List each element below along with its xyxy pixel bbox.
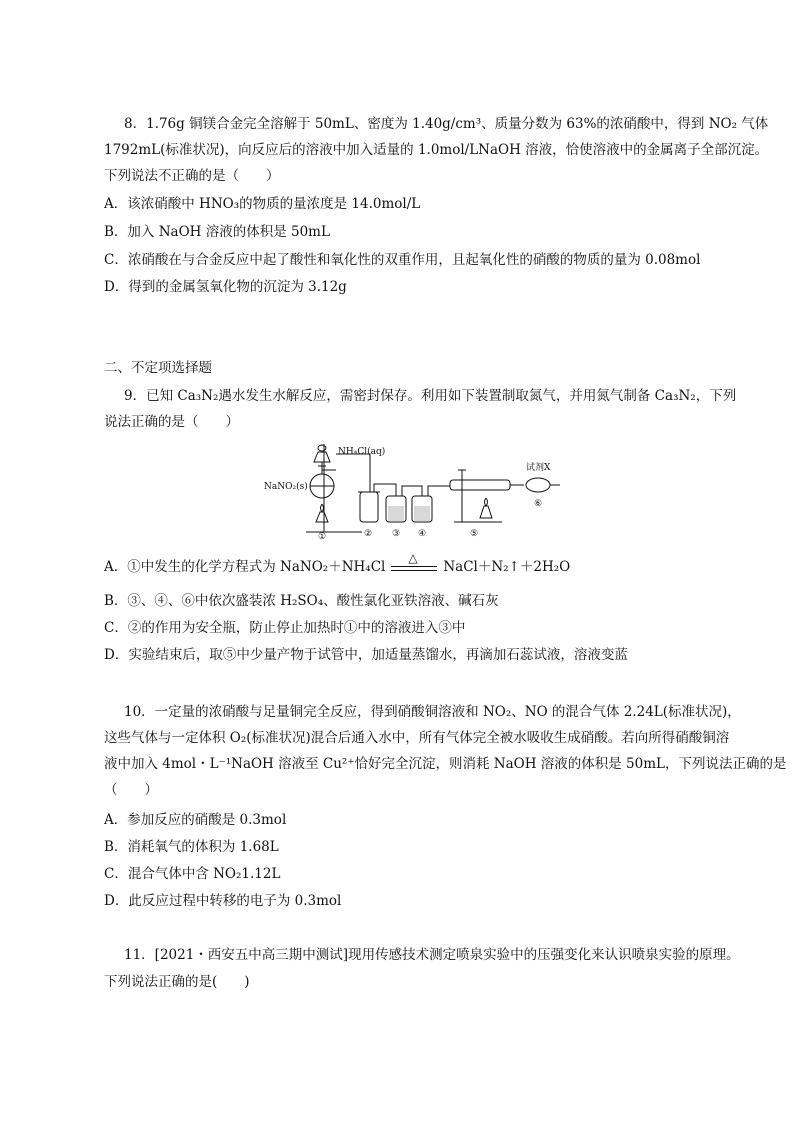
- q10-option-c: C．混合气体中含 NO₂1.12L: [104, 866, 281, 882]
- apparatus-diagram: [262, 440, 562, 540]
- q10-stem-line2: 这些气体与一定体积 O₂(标准状况)混合后通入水中，所有气体完全被水吸收生成硝酸。若向所得硝酸铜溶: [104, 730, 730, 746]
- q8-stem-line1: 8．1.76g 铜镁合金完全溶解于 50mL、密度为 1.40g/cm³、质量分数为 63%的浓硝酸中，得到 NO₂ 气体: [124, 116, 769, 132]
- q10-stem-line1: 10．一定量的浓硝酸与足量铜完全反应，得到硝酸铜溶液和 NO₂、NO 的混合气体 2.24L(标准状况)，: [124, 704, 741, 720]
- equal-arrow-icon: [391, 550, 437, 575]
- q8-option-a: A．该浓硝酸中 HNO₃的物质的量浓度是 14.0mol/L: [104, 196, 421, 212]
- label-reagent-x: 试剂X: [526, 463, 551, 473]
- label-4: ④: [418, 529, 427, 539]
- label-6: ⑥: [534, 499, 543, 509]
- q9-stem-line1: 9．已知 Ca₃N₂遇水发生水解反应，需密封保存。利用如下装置制取氮气，并用氮气制备 Ca₃N₂，下列: [124, 388, 737, 404]
- label-5: ⑤: [470, 529, 479, 539]
- heat-triangle: △: [408, 550, 418, 565]
- q8-option-b: B．加入 NaOH 溶液的体积是 50mL: [104, 224, 330, 240]
- label-3: ③: [392, 529, 401, 539]
- q9-stem-line2: 说法正确的是（ ）: [104, 414, 239, 430]
- q8-option-c: C．浓硝酸在与合金反应中起了酸性和氧化性的双重作用，且起氧化性的硝酸的物质的量为 0.08mol: [104, 252, 701, 268]
- q9-option-b: B．③、④、⑥中依次盛装浓 H₂SO₄、酸性氯化亚铁溶液、碱石灰: [104, 593, 499, 609]
- q11-stem-line1: 11．[2021・西安五中高三期中测试]现用传感技术测定喷泉实验中的压强变化来认识喷泉实验的原理。: [124, 947, 740, 963]
- q8-stem-line2: 1792mL(标准状况)，向反应后的溶液中加入适量的 1.0mol/LNaOH 溶液，恰使溶液中的金属离子全部沉淀。: [104, 142, 769, 158]
- label-2: ②: [364, 529, 373, 539]
- label-nano2: NaNO₂(s): [264, 482, 308, 492]
- q9-option-a-left: A．①中发生的化学方程式为 NaNO₂＋NH₄Cl: [104, 559, 386, 575]
- q10-stem-line3: 液中加入 4mol・L⁻¹NaOH 溶液至 Cu²⁺恰好完全沉淀，则消耗 NaOH 溶液的体积是 50mL，下列说法正确的是: [104, 756, 787, 772]
- label-nh4cl: NH₄Cl(aq): [338, 447, 386, 457]
- section-heading: 二、不定项选择题: [104, 360, 212, 376]
- q10-option-a: A．参加反应的硝酸是 0.3mol: [104, 812, 287, 828]
- q10-option-d: D．此反应过程中转移的电子为 0.3mol: [104, 893, 342, 909]
- label-1: ①: [318, 532, 327, 540]
- q9-option-a-right: NaCl＋N₂↑＋2H₂O: [443, 559, 571, 575]
- q10-stem-line4: （ ）: [104, 782, 158, 798]
- q8-option-d: D．得到的金属氢氧化物的沉淀为 3.12g: [104, 279, 347, 295]
- q9-option-a: [104, 550, 571, 577]
- q8-stem-line3: 下列说法不正确的是（ ）: [104, 168, 280, 184]
- q11-stem-line2: 下列说法正确的是( ): [104, 974, 250, 990]
- q10-option-b: B．消耗氧气的体积为 1.68L: [104, 839, 279, 855]
- q9-option-c: C．②的作用为安全瓶，防止停止加热时①中的溶液进入③中: [104, 620, 466, 636]
- q9-option-d: D．实验结束后，取⑤中少量产物于试管中，加适量蒸馏水，再滴加石蕊试液，溶液变蓝: [104, 647, 628, 663]
